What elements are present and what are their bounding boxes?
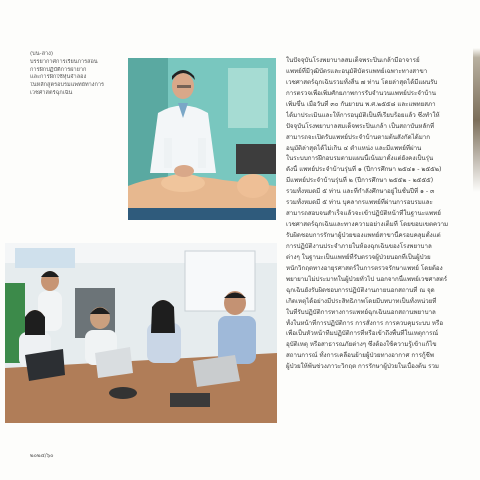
body-line: ทั้งในหน้าที่การปฏิบัติการ การสั่งการ การควบคุมระบบ หรือ: [286, 319, 444, 327]
body-line: อุบัติเหตุ หรือสาธารณภัยต่างๆ ซึ่งต้องใช้ความรู้เข้าแก้ไข: [286, 341, 437, 349]
cpr-training-photo: [128, 58, 276, 220]
caption-line: ในหลักสูตรอบรมแพทย์ทางการ: [30, 82, 105, 89]
body-line: ในปัจจุบันโรงพยาบาลสมเด็จพระปิ่นเกล้ามีอาจารย์: [286, 57, 420, 64]
caption-line: (บน-ล่าง): [30, 51, 54, 57]
adjacent-page-edge: [473, 0, 480, 480]
body-line: เพิ่มขึ้น เมื่อวันที่ ๓๐ กันยายน พ.ศ.๒๕๕๘ และแพทยสภา: [286, 100, 436, 108]
body-line: รับผิดชอบการรักษาผู้ป่วยของแพทย์สาขานี้ครอบคลุมตั้งแต่: [286, 232, 441, 239]
body-line: มีแพทย์ประจำบ้านรุ่นที่ ๒ (ปีการศึกษา ๒๕๕๒ - ๒๕๕๕): [286, 177, 434, 185]
body-line: ในระบบการฝึกอบรมตามแผนนี้เน้นมาตั้งแต่ยังคงเป็นรุ่น: [286, 155, 434, 163]
caption-line: เวชศาสตร์ฉุกเฉิน: [30, 89, 73, 96]
cpr-training-illustration: [128, 58, 276, 220]
body-line: สามารถจะเปิดรับแพทย์ประจำบ้านตามต้นสังกัดได้มาก: [286, 133, 431, 141]
page-folio: ๒๐๒๔/๖๐: [30, 453, 54, 459]
staff-group-photo: [5, 243, 277, 423]
body-line: ได้มาประเมินและให้การอนุมัติเป็นที่เรียบร้อยแล้ว ซึ่งทำให้: [286, 111, 440, 119]
body-line: สถานการณ์ ทั้งการเคลื่อนย้ายผู้ป่วยทางอากาศ การกู้ชีพ: [286, 352, 434, 360]
caption-line: บรรยากาศการเรียนการสอน: [30, 58, 98, 65]
body-line: สามารถสอบจนสำเร็จแล้วจะเข้าปฏิบัติหน้าที่ในฐานะแพทย์: [286, 210, 441, 218]
body-line: รวมทั้งหมดมี ๕ ท่าน บุคลากรแพทย์ที่ผ่านการอบรมและ: [286, 199, 433, 207]
body-line: ดังนี้ แพทย์ประจำบ้านรุ่นที่ ๑ (ปีการศึกษา ๒๕๔๑ - ๒๕๕๒): [286, 166, 442, 174]
body-line: เวชศาสตร์ฉุกเฉินรวมทั้งสิ้น ๗ ท่าน โดยล่าสุดได้มีแผนรับ: [286, 78, 438, 86]
body-line: เวชศาสตร์ฉุกเฉินและทางความอย่างเต็มที่ โดยขอบเขตความ: [286, 221, 449, 229]
body-line: รวมทั้งหมดมี ๕ ท่าน และที่กำลังศึกษาอยู่ในชั้นปีที่ ๑ - ๓: [286, 188, 435, 196]
body-line: อนุมัติล่าสุดได้ไม่เกิน ๔ ตำแหน่ง และมีแพทย์ที่ผ่าน: [286, 144, 422, 152]
body-line: ฉุกเฉินยังรับผิดชอบการปฏิบัติงานภายนอกสถานที่ ณ จุด: [286, 286, 435, 294]
body-line: เกิดเหตุได้อย่างมีประสิทธิภาพโดยมีบทบาทเป็นทั้งหน่วยที่: [286, 297, 437, 305]
body-line: การตรวจเพื่อเพิ่มศักยภาพการรับจำนวนแพทย์ประจำบ้าน: [286, 89, 437, 97]
body-line: ต่างๆ ในฐานะเป็นแพทย์ที่รับตรวจผู้ป่วยนอกที่เป็นผู้ป่วย: [286, 253, 431, 261]
body-line: หนักวิกฤตทางอายุรศาสตร์ในการตรวจรักษาแพทย์ โดยต้อง: [286, 264, 443, 272]
staff-group-illustration: [5, 243, 277, 423]
body-line: ผู้ป่วยให้พ้นช่วงภาวะวิกฤต การรักษาผู้ป่วยในเบื้องต้น รวม: [286, 363, 440, 371]
body-line: ในที่รับปฏิบัติการทางการแพทย์ฉุกเฉินนอกสถานพยาบาล: [286, 308, 436, 316]
body-line: พยายามไม่ประมาทในผู้ป่วยทั่วไป นอกจากนี้แพทย์เวชศาสตร์: [286, 275, 448, 283]
photo-caption: [30, 51, 125, 98]
caption-line: และการฝึกใช้หุ่นจำลอง: [30, 74, 87, 81]
body-line: การปฏิบัติงานประจำภายในห้องฉุกเฉินของโรงพยาบาล: [286, 242, 432, 250]
body-line: แพทย์ที่มีวุฒิบัตรและอนุมัติบัตรแพทย์เฉพาะทางสาขา: [286, 67, 428, 75]
caption-line: การฝึกปฏิบัติการผ่ายาก: [30, 66, 87, 73]
body-line: ปัจจุบันโรงพยาบาลสมเด็จพระปิ่นเกล้า เป็นสถาบันหลักที่: [286, 122, 435, 130]
article-body: [286, 56, 472, 373]
body-line: เพื่อเป็นหัวหน้าทีมปฏิบัติการที่หรือเข้าถึงพื้นที่ในเหตุการณ์: [286, 330, 439, 338]
